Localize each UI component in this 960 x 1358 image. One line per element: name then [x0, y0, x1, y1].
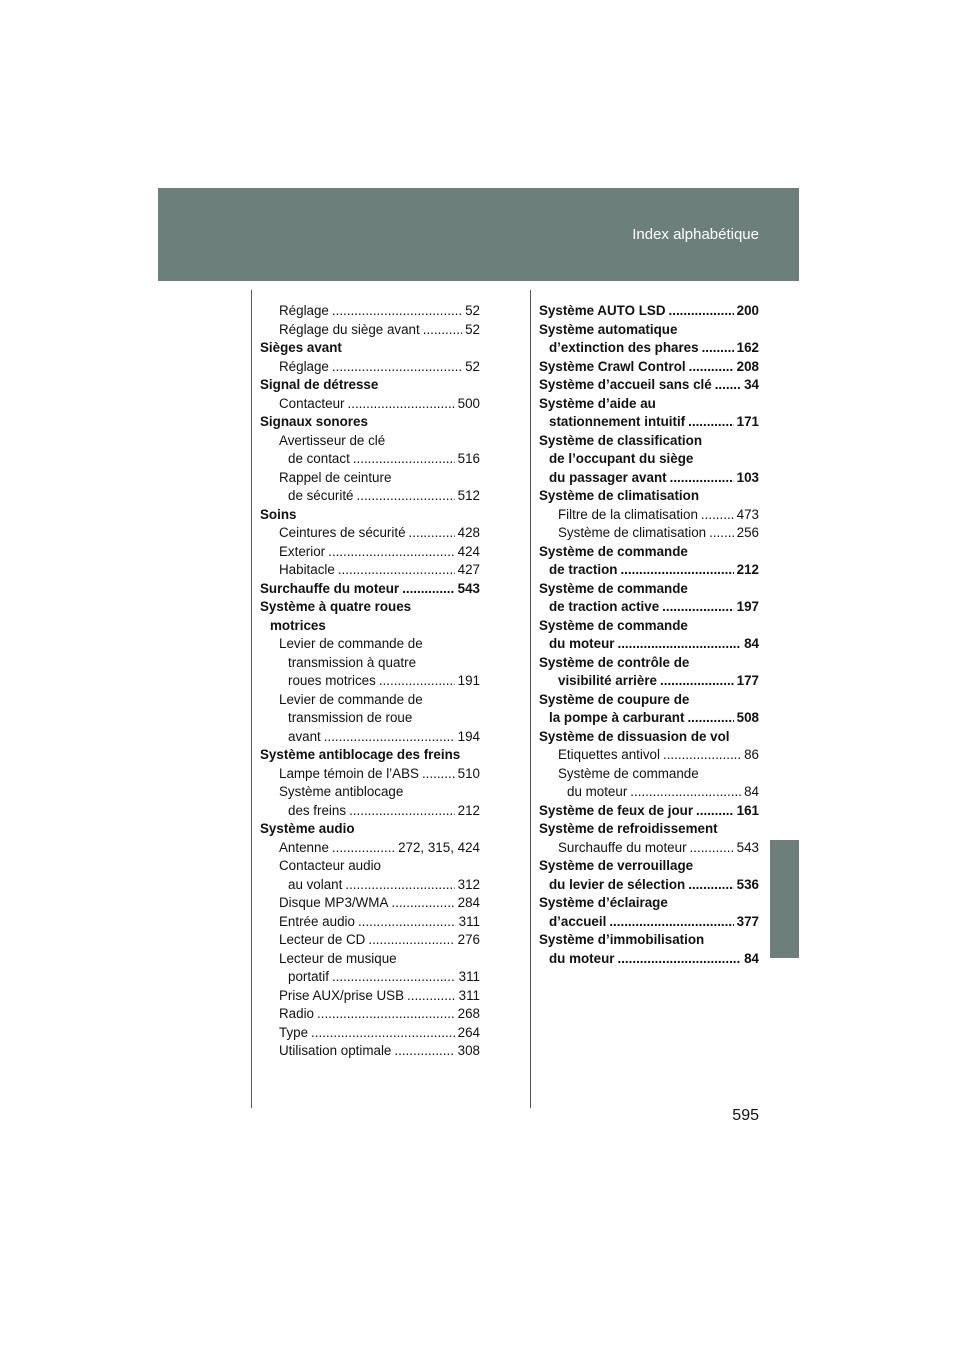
index-entry-text: Avertisseur de clé: [279, 432, 386, 448]
index-entry: [260, 709, 480, 728]
index-entry-text: transmission de roue: [288, 710, 413, 725]
page-number: 595: [732, 1107, 759, 1124]
index-entry: [539, 580, 759, 599]
index-entry-text: de l’occupant du siège: [549, 451, 694, 466]
index-entry-page: 194: [457, 728, 480, 744]
dot-leader: [690, 839, 734, 858]
index-entry-text: Signal de détresse: [260, 377, 379, 392]
index-entry-text: du moteur: [549, 950, 615, 966]
dot-leader: [617, 635, 741, 654]
index-entry: [539, 302, 759, 321]
index-entry-text: Système antiblocage des freins: [260, 747, 461, 762]
index-entry-text: Système de coupure de: [539, 691, 690, 707]
index-entry: [539, 820, 759, 839]
index-entry-page: 510: [457, 765, 480, 781]
index-entry-text: Utilisation optimale: [279, 1043, 392, 1058]
index-entry: [539, 598, 759, 617]
dot-leader: [422, 765, 455, 784]
index-entry-page: 311: [458, 987, 480, 1003]
index-entry-page: 272, 315, 424: [398, 839, 480, 855]
index-entry-text: stationnement intuitif: [549, 414, 686, 429]
index-entry-page: 52: [465, 321, 480, 337]
index-entry-page: 543: [457, 580, 480, 596]
dot-leader: [402, 580, 455, 599]
index-entry: [260, 783, 480, 802]
index-entry-page: 177: [736, 673, 759, 688]
dot-leader: [630, 783, 741, 802]
section-title: Index alphabétique: [632, 226, 759, 243]
index-entry: [260, 987, 480, 1006]
index-entry-text: Réglage: [279, 303, 329, 318]
index-entry-page: 424: [457, 543, 480, 559]
index-entry-text: Entrée audio: [279, 913, 355, 929]
index-entry-text: de contact: [288, 451, 350, 466]
index-entry: [260, 820, 480, 839]
dot-leader: [688, 876, 733, 895]
index-entry-text: Antenne: [279, 839, 329, 855]
dot-leader: [338, 561, 455, 580]
index-entry: [539, 857, 759, 876]
dot-leader: [423, 321, 462, 340]
index-entry: [260, 1042, 480, 1061]
dot-leader: [368, 931, 454, 950]
index-entry: [539, 839, 759, 858]
index-entry-page: 508: [736, 710, 759, 725]
index-entry-text: d’accueil: [549, 913, 607, 929]
index-entry-text: de traction: [549, 562, 618, 577]
index-entry: [539, 894, 759, 913]
index-entry-text: Disque MP3/WMA: [279, 895, 389, 910]
index-entry-page: 84: [744, 784, 759, 799]
index-entry: [539, 432, 759, 451]
index-entry: [260, 450, 480, 469]
index-entry-text: Système de classification: [539, 432, 702, 448]
dot-leader: [617, 950, 741, 969]
index-entry-text: Signaux sonores: [260, 414, 368, 429]
dot-leader: [332, 358, 462, 377]
index-entry-text: au volant: [288, 876, 343, 892]
index-entry-text: Prise AUX/prise USB: [279, 987, 405, 1003]
index-entry: [260, 376, 480, 395]
index-entry-page: 311: [458, 969, 480, 984]
index-entry: [539, 654, 759, 673]
index-entry-text: Contacteur audio: [279, 858, 381, 873]
index-entry-text: Surchauffe du moteur: [558, 839, 687, 855]
index-entry: [260, 672, 480, 691]
dot-leader: [345, 876, 454, 895]
index-entry: [260, 302, 480, 321]
dot-leader: [689, 358, 734, 377]
index-entry: [260, 469, 480, 488]
index-entry: [260, 765, 480, 784]
dot-leader: [670, 469, 734, 488]
index-entry-text: Système d’accueil sans clé: [539, 377, 712, 392]
index-entry: [260, 857, 480, 876]
index-entry-text: Sièges avant: [260, 340, 342, 355]
index-entry: [539, 524, 759, 543]
dot-leader: [701, 506, 734, 525]
index-entry-page: 34: [744, 377, 759, 392]
index-entry-page: 284: [457, 895, 480, 910]
index-entry-text: Etiquettes antivol: [558, 747, 660, 762]
index-entry: [260, 728, 480, 747]
dot-leader: [348, 395, 455, 414]
index-entry-page: 536: [736, 876, 759, 892]
index-entry-text: roues motrices: [288, 673, 376, 688]
index-entry-text: Levier de commande de: [279, 636, 423, 651]
index-entry-text: de traction active: [549, 599, 660, 614]
index-entry: [539, 506, 759, 525]
index-entry-text: Lecteur de CD: [279, 932, 366, 947]
index-entry-text: Système de climatisation: [539, 488, 700, 503]
index-entry-text: du moteur: [549, 636, 615, 651]
index-entry: [539, 783, 759, 802]
index-entry-text: Système à quatre roues: [260, 599, 412, 614]
index-entry-page: 312: [457, 876, 480, 892]
index-entry-text: Système de commande: [539, 543, 688, 559]
index-entry-text: Système de commande: [558, 765, 699, 781]
index-entry-page: 161: [736, 802, 759, 818]
index-entry: [260, 746, 480, 765]
index-entry: [260, 413, 480, 432]
index-entry: [539, 802, 759, 821]
index-entry: [539, 691, 759, 710]
index-entry: [539, 450, 759, 469]
index-entry-text: Système de contrôle de: [539, 654, 690, 670]
index-entry: [539, 709, 759, 728]
index-entry-text: Réglage du siège avant: [279, 321, 420, 337]
index-entry: [260, 339, 480, 358]
index-entry: [539, 876, 759, 895]
index-entry: [539, 931, 759, 950]
index-entry-page: 191: [457, 673, 480, 688]
index-entry: [260, 358, 480, 377]
dot-leader: [660, 672, 734, 691]
index-entry: [539, 635, 759, 654]
dot-leader: [696, 802, 734, 821]
index-entry-page: 212: [736, 562, 759, 577]
index-entry: [539, 746, 759, 765]
index-entry-page: 84: [744, 950, 759, 966]
index-entry-text: Levier de commande de: [279, 691, 423, 707]
index-entry: [539, 950, 759, 969]
index-entry-text: Système de refroidissement: [539, 821, 718, 836]
index-entry: [260, 654, 480, 673]
index-entry-page: 516: [457, 451, 480, 466]
index-entry-page: 86: [744, 747, 759, 762]
index-entry-text: Exterior: [279, 543, 326, 559]
index-entry-text: d’extinction des phares: [549, 340, 699, 355]
dot-leader: [709, 524, 734, 543]
column-divider-left: [251, 290, 252, 1108]
index-entry-text: Rappel de ceinture: [279, 469, 392, 485]
index-entry-text: portatif: [288, 969, 329, 984]
dot-leader: [332, 839, 395, 858]
index-entry: [260, 543, 480, 562]
index-entry: [539, 413, 759, 432]
index-entry-text: Système d’aide au: [539, 395, 656, 411]
index-entry-text: Ceintures de sécurité: [279, 525, 406, 540]
index-entry: [539, 765, 759, 784]
index-entry-page: 377: [736, 913, 759, 929]
index-entry-text: des freins: [288, 802, 347, 818]
index-entry-page: 208: [736, 358, 759, 374]
index-entry-text: Habitacle: [279, 562, 335, 577]
dot-leader: [663, 746, 741, 765]
index-entry-text: de sécurité: [288, 488, 354, 503]
index-entry-page: 197: [736, 599, 759, 614]
index-entry-page: 200: [736, 303, 759, 318]
index-entry-text: Filtre de la climatisation: [558, 506, 698, 522]
dot-leader: [357, 487, 455, 506]
index-entry: [260, 506, 480, 525]
index-entry: [539, 487, 759, 506]
index-entry-text: Système de commande: [539, 617, 688, 633]
index-entry-page: 308: [457, 1043, 480, 1058]
index-entry-text: Soins: [260, 506, 297, 522]
index-entry: [260, 1005, 480, 1024]
index-entry: [260, 950, 480, 969]
index-entry: [260, 524, 480, 543]
index-entry-page: 162: [736, 340, 759, 355]
index-entry: [539, 913, 759, 932]
dot-leader: [349, 802, 455, 821]
index-entry-page: 500: [457, 395, 480, 411]
index-entry-text: visibilité arrière: [558, 673, 657, 688]
index-entry: [539, 376, 759, 395]
index-entry-text: du passager avant: [549, 469, 667, 485]
index-entry: [539, 395, 759, 414]
index-entry-page: 264: [457, 1024, 480, 1040]
dot-leader: [669, 302, 734, 321]
index-entry: [260, 691, 480, 710]
index-entry: [539, 358, 759, 377]
index-entry-page: 84: [744, 636, 759, 651]
dot-leader: [687, 709, 733, 728]
chapter-tab: [770, 840, 799, 958]
index-entry-page: 268: [457, 1006, 480, 1021]
dot-leader: [407, 987, 456, 1006]
index-entry-text: motrices: [270, 617, 326, 633]
dot-leader: [332, 302, 462, 321]
index-entry: [260, 839, 480, 858]
index-entry: [260, 876, 480, 895]
index-entry-page: 543: [736, 839, 759, 855]
dot-leader: [358, 913, 456, 932]
dot-leader: [391, 894, 454, 913]
index-entry-text: avant: [288, 728, 321, 744]
index-entry-page: 52: [465, 358, 480, 374]
index-entry-page: 171: [736, 414, 759, 429]
index-entry-page: 311: [458, 913, 480, 929]
index-entry: [260, 968, 480, 987]
index-entry: [260, 931, 480, 950]
index-entry-text: Lecteur de musique: [279, 950, 397, 966]
index-entry: [539, 543, 759, 562]
index-entry-text: Réglage: [279, 358, 329, 374]
index-entry: [539, 617, 759, 636]
dot-leader: [379, 672, 455, 691]
index-entry-page: 52: [465, 303, 480, 318]
column-divider-middle: [530, 290, 531, 1108]
index-entry: [539, 469, 759, 488]
index-entry-text: transmission à quatre: [288, 654, 417, 670]
index-entry-text: Contacteur: [279, 395, 345, 411]
dot-leader: [394, 1042, 454, 1061]
index-entry-text: Système audio: [260, 821, 355, 836]
index-entry-text: du moteur: [567, 784, 628, 799]
dot-leader: [353, 450, 455, 469]
index-entry-page: 473: [736, 506, 759, 522]
index-entry-text: Type: [279, 1024, 309, 1040]
index-entry-text: Système d’éclairage: [539, 895, 668, 910]
index-entry-text: du levier de sélection: [549, 876, 686, 892]
index-entry-text: Système de verrouillage: [539, 858, 694, 873]
index-entry-text: Système de feux de jour: [539, 802, 694, 818]
dot-leader: [311, 1024, 455, 1043]
index-entry: [260, 395, 480, 414]
index-entry-text: Système antiblocage: [279, 784, 404, 799]
index-entry-page: 256: [736, 525, 759, 540]
index-entry-text: Système d’immobilisation: [539, 932, 705, 947]
index-entry-text: Système automatique: [539, 321, 678, 337]
index-column-left: [260, 302, 480, 1061]
index-entry: [260, 894, 480, 913]
dot-leader: [688, 413, 734, 432]
index-entry-text: Système AUTO LSD: [539, 303, 666, 318]
index-entry: [260, 598, 480, 617]
index-entry-text: Surchauffe du moteur: [260, 580, 400, 596]
index-entry: [539, 339, 759, 358]
index-entry: [260, 1024, 480, 1043]
index-entry-text: Système de commande: [539, 580, 688, 596]
index-entry: [539, 728, 759, 747]
index-entry: [539, 561, 759, 580]
index-entry-text: Système de dissuasion de vol: [539, 728, 730, 744]
dot-leader: [409, 524, 455, 543]
index-entry-text: Lampe témoin de l’ABS: [279, 765, 419, 781]
index-entry: [260, 635, 480, 654]
index-entry: [539, 672, 759, 691]
index-entry-text: Système de climatisation: [558, 525, 707, 540]
index-entry-text: Système Crawl Control: [539, 358, 686, 374]
dot-leader: [324, 728, 455, 747]
index-entry: [260, 617, 480, 636]
index-entry: [260, 913, 480, 932]
index-entry-text: Radio: [279, 1006, 314, 1021]
index-entry-page: 103: [736, 469, 759, 485]
index-column-right: [539, 302, 759, 968]
dot-leader: [715, 376, 741, 395]
header-band: [158, 188, 799, 281]
dot-leader: [662, 598, 734, 617]
dot-leader: [620, 561, 733, 580]
index-entry-page: 427: [457, 562, 480, 577]
dot-leader: [328, 543, 455, 562]
dot-leader: [609, 913, 733, 932]
index-entry-page: 512: [457, 488, 480, 503]
index-entry-text: la pompe à carburant: [549, 710, 685, 725]
index-entry: [260, 580, 480, 599]
index-entry: [260, 432, 480, 451]
index-entry: [539, 321, 759, 340]
index-entry: [260, 321, 480, 340]
index-entry: [260, 561, 480, 580]
index-entry: [260, 802, 480, 821]
dot-leader: [332, 968, 456, 987]
index-entry: [260, 487, 480, 506]
dot-leader: [317, 1005, 455, 1024]
index-entry-page: 428: [457, 525, 480, 540]
index-entry-page: 212: [457, 802, 480, 818]
index-entry-page: 276: [457, 932, 480, 947]
dot-leader: [702, 339, 734, 358]
